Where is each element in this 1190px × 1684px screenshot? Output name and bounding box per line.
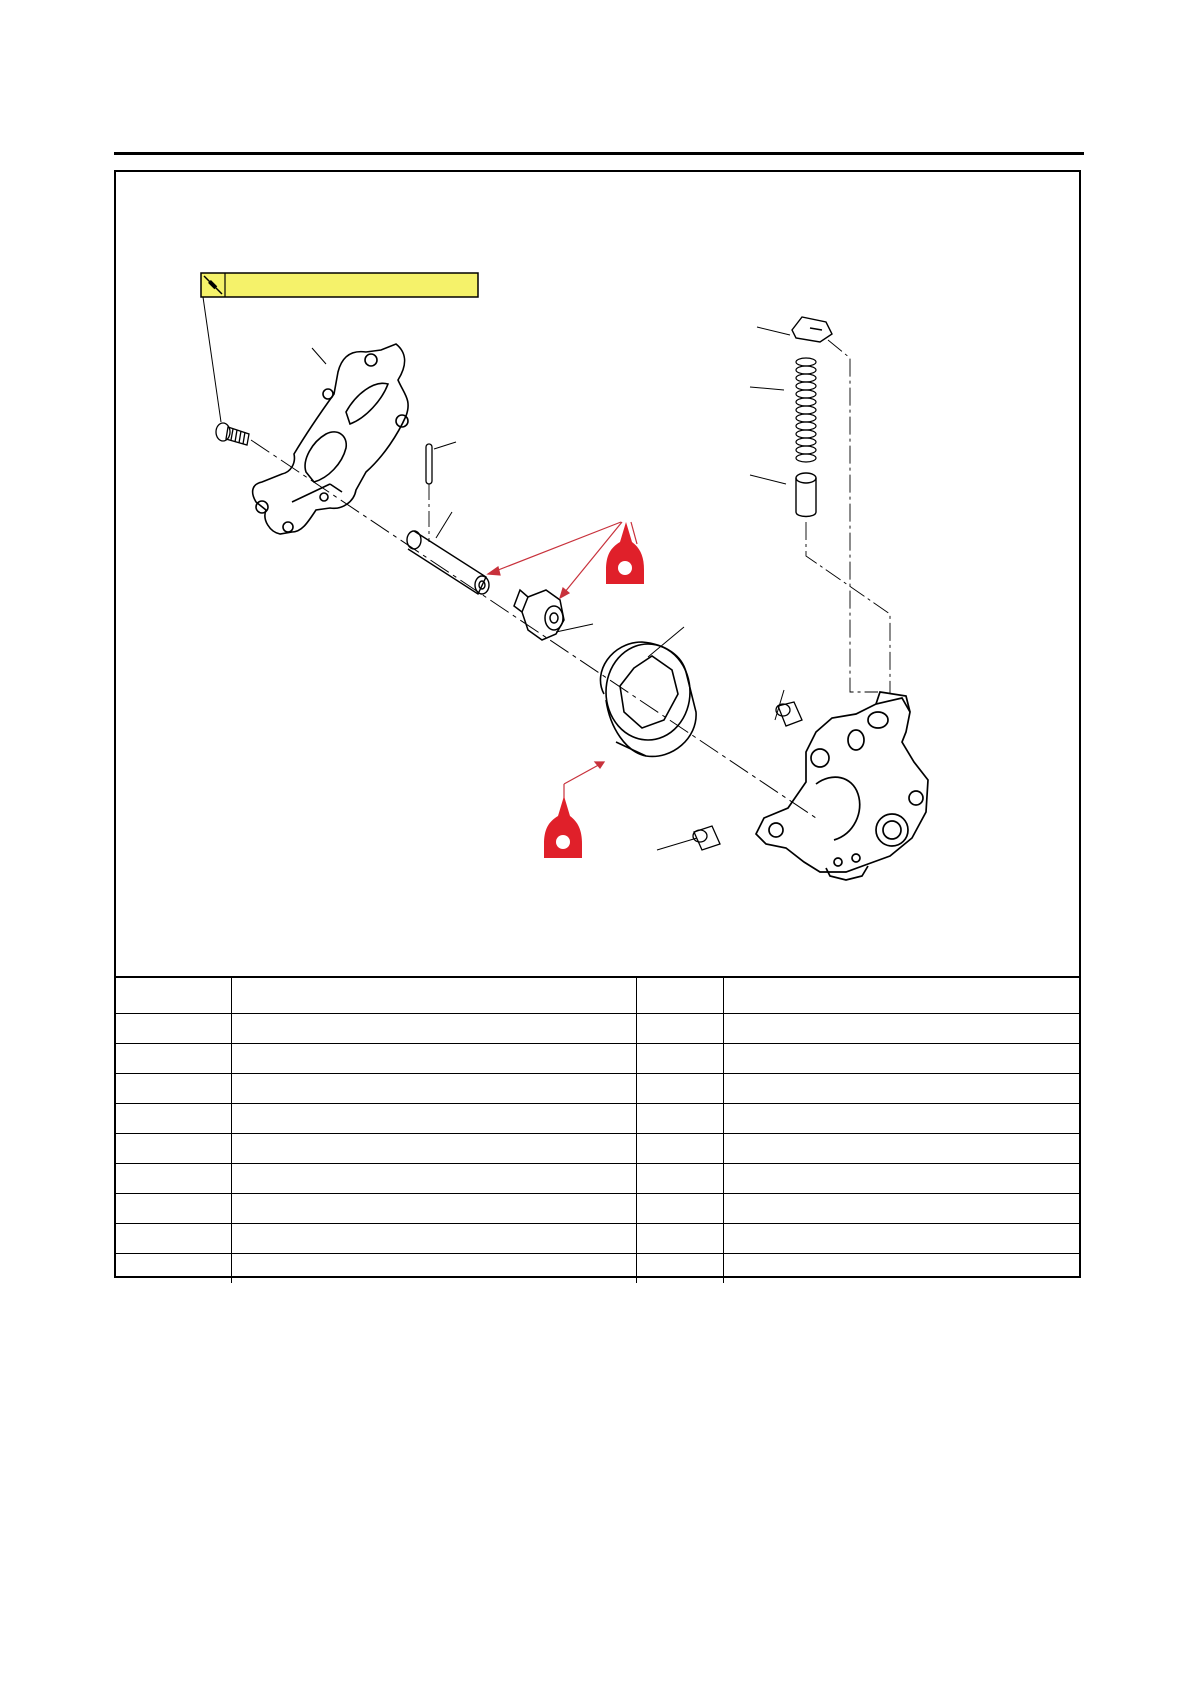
table-cell (636, 1044, 723, 1074)
table-cell (231, 1164, 636, 1194)
relief-valve-spring (796, 358, 816, 462)
table-cell (116, 1074, 231, 1104)
table-row (116, 1254, 1079, 1284)
relief-valve-plunger (796, 473, 816, 517)
table-cell (723, 977, 1079, 1014)
table-cell (116, 1134, 231, 1164)
table-cell (723, 1044, 1079, 1074)
table-cell (723, 1164, 1079, 1194)
outer-rotor (600, 642, 696, 756)
callout-box (201, 273, 478, 297)
table-cell (636, 977, 723, 1014)
table-cell (636, 1074, 723, 1104)
header-rule (114, 152, 1084, 155)
table-cell (116, 1254, 231, 1284)
table-row (116, 1224, 1079, 1254)
table-cell (636, 1194, 723, 1224)
table-cell (116, 1164, 231, 1194)
exploded-view-frame (114, 170, 1081, 1278)
table-cell (231, 1134, 636, 1164)
table-cell (636, 1014, 723, 1044)
table-cell (723, 1194, 1079, 1224)
exploded-diagram (116, 172, 1079, 976)
table-row (116, 1164, 1079, 1194)
inner-rotor (514, 590, 564, 640)
table-cell (231, 1254, 636, 1284)
table-cell (723, 1104, 1079, 1134)
table-row (116, 1194, 1079, 1224)
table-row (116, 1044, 1079, 1074)
dowel-pin (426, 444, 432, 542)
table-row (116, 1134, 1079, 1164)
table-cell (723, 1134, 1079, 1164)
parts-table (116, 976, 1079, 1283)
table-header-row (116, 977, 1079, 1014)
table-cell (723, 1224, 1079, 1254)
table-cell (116, 1044, 231, 1074)
table-cell (231, 1074, 636, 1104)
table-cell (116, 977, 231, 1014)
pump-cover (253, 344, 409, 534)
table-row (116, 1014, 1079, 1044)
table-cell (231, 977, 636, 1014)
table-cell (636, 1254, 723, 1284)
table-cell (636, 1164, 723, 1194)
locating-pin-1 (776, 702, 802, 726)
locating-pin-2 (693, 826, 720, 850)
table-cell (116, 1104, 231, 1134)
table-cell (723, 1014, 1079, 1044)
table-cell (723, 1074, 1079, 1104)
table-cell (636, 1104, 723, 1134)
relief-valve-cap (792, 317, 832, 342)
table-cell (636, 1134, 723, 1164)
pump-shaft (407, 531, 489, 594)
table-cell (723, 1254, 1079, 1284)
table-row (116, 1074, 1079, 1104)
table-row (116, 1104, 1079, 1134)
table-cell (231, 1194, 636, 1224)
bolt (216, 423, 249, 445)
pump-housing (756, 692, 928, 880)
table-cell (231, 1014, 636, 1044)
table-cell (231, 1044, 636, 1074)
table-cell (636, 1224, 723, 1254)
table-cell (116, 1194, 231, 1224)
table-cell (116, 1224, 231, 1254)
oil-can-icon (544, 796, 582, 858)
table-cell (231, 1224, 636, 1254)
table-cell (116, 1014, 231, 1044)
table-cell (231, 1104, 636, 1134)
oil-can-icon (606, 522, 644, 584)
